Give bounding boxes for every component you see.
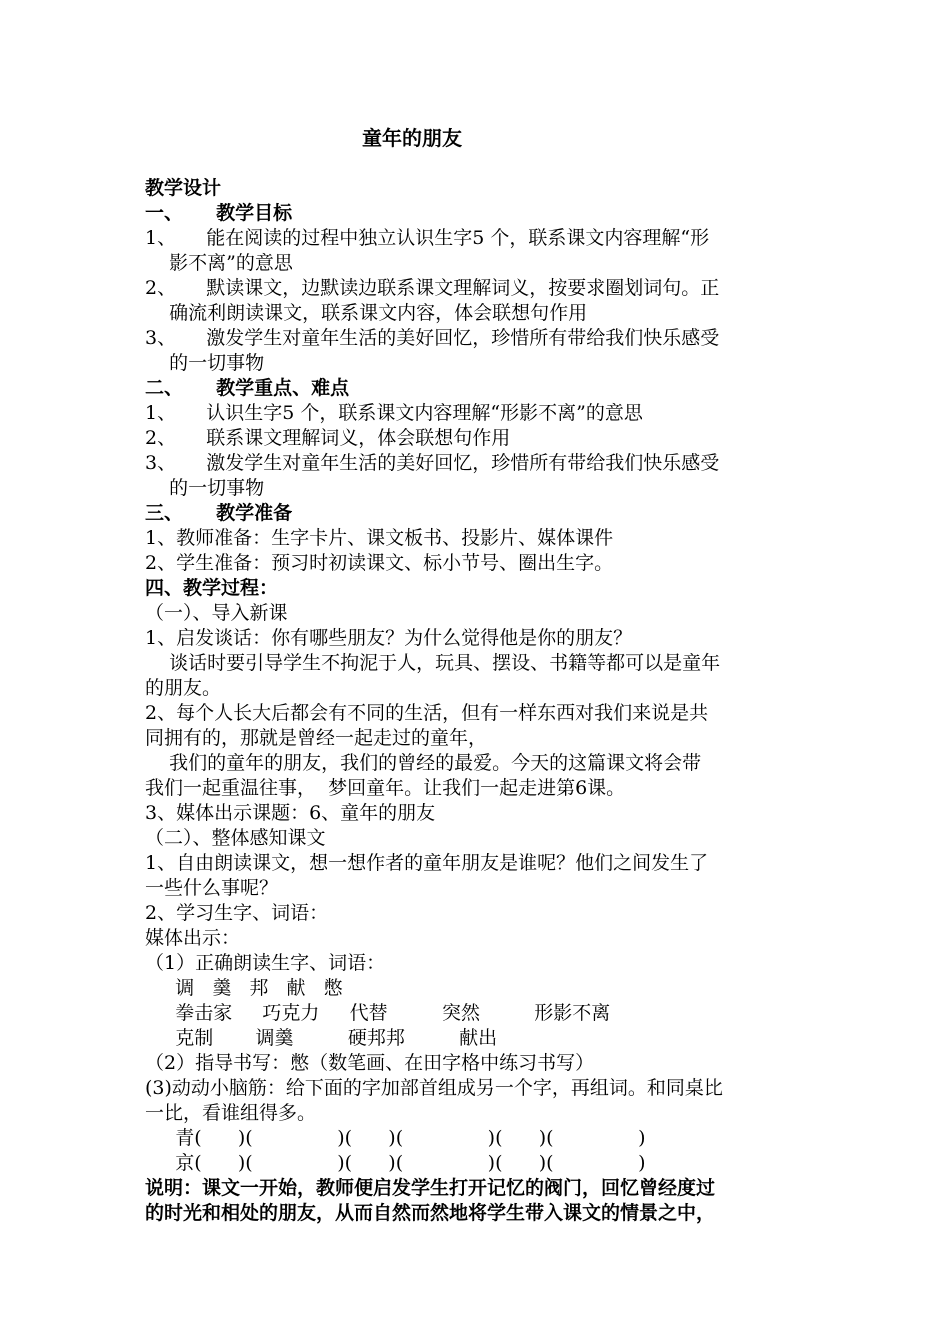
subsection-heading: （二）、整体感知课文 bbox=[145, 827, 326, 849]
text-line: 1、自由朗读课文，想一想作者的童年朋友是谁呢？他们之间发生了 bbox=[145, 852, 709, 874]
note-line: 的时光和相处的朋友，从而自然而然地将学生带入课文的情景之中， bbox=[145, 1202, 716, 1224]
subsection-heading: （一）、导入新课 bbox=[145, 602, 288, 624]
text-line: 2、 联系课文理解词义，体会联想句作用 bbox=[145, 427, 511, 449]
text-line: 2、学习生字、词语： bbox=[145, 902, 329, 924]
text-line: （2）指导书写：憋（数笔画、在田字格中练习书写） bbox=[145, 1052, 595, 1074]
section-3-heading: 三、 教学准备 bbox=[145, 502, 293, 524]
text-line: 谈话时要引导学生不拘泥于人，玩具、摆设、书籍等都可以是童年 bbox=[145, 652, 721, 674]
text-line: 的朋友。 bbox=[145, 677, 222, 699]
doc-title: 童年的朋友 bbox=[362, 126, 462, 150]
note-line: 说明：课文一开始，教师便启发学生打开记忆的阀门，回忆曾经度过 bbox=[145, 1177, 716, 1199]
text-line: (3)动动小脑筋：给下面的字加部首组成另一个字，再组词。和同桌比 bbox=[145, 1077, 723, 1099]
section-4-heading: 四、教学过程： bbox=[145, 577, 279, 599]
text-line: 1、教师准备：生字卡片、课文板书、投影片、媒体课件 bbox=[145, 527, 614, 549]
text-line: 1、 认识生字5 个，联系课文内容理解“形影不离”的意思 bbox=[145, 402, 643, 424]
text-line: 3、 激发学生对童年生活的美好回忆，珍惜所有带给我们快乐感受 bbox=[145, 452, 720, 474]
vocab-line: 拳击家 巧克力 代替 突然 形影不离 bbox=[145, 1002, 611, 1024]
text-line: 2、 默读课文，边默读边联系课文理解词义，按要求圈划词句。正 bbox=[145, 277, 720, 299]
text-line: 2、学生准备：预习时初读课文、标小节号、圈出生字。 bbox=[145, 552, 614, 574]
text-line: 一比，看谁组得多。 bbox=[145, 1102, 317, 1124]
text-line: 2、每个人长大后都会有不同的生活，但有一样东西对我们来说是共 bbox=[145, 702, 709, 724]
text-line: 3、媒体出示课题：6、童年的朋友 bbox=[145, 802, 436, 824]
section-2-heading: 二、 教学重点、难点 bbox=[145, 377, 350, 399]
text-line: 确流利朗读课文，联系课文内容，体会联想句作用 bbox=[145, 302, 588, 324]
vocab-line: 调 羹 邦 献 憋 bbox=[145, 977, 343, 999]
section-1-heading: 一、 教学目标 bbox=[145, 202, 293, 224]
vocab-line: 克制 调羹 硬邦邦 献出 bbox=[145, 1027, 498, 1049]
text-line: 的一切事物 bbox=[145, 352, 265, 374]
text-line: 影不离”的意思 bbox=[145, 252, 293, 274]
text-line: 媒体出示： bbox=[145, 927, 241, 949]
section-heading: 教学设计 bbox=[145, 177, 222, 199]
text-line: 的一切事物 bbox=[145, 477, 265, 499]
text-line: 1、 能在阅读的过程中独立认识生字5 个，联系课文内容理解“形 bbox=[145, 227, 710, 249]
exercise-line: 京( )( )( )( )( )( ) bbox=[145, 1152, 646, 1174]
text-line: 同拥有的，那就是曾经一起走过的童年， bbox=[145, 727, 488, 749]
exercise-line: 青( )( )( )( )( )( ) bbox=[145, 1127, 646, 1149]
text-line: 1、启发谈话：你有哪些朋友？为什么觉得他是你的朋友？ bbox=[145, 627, 633, 649]
text-line: 我们一起重温往事， 梦回童年。让我们一起走进第6课。 bbox=[145, 777, 626, 799]
text-line: 3、 激发学生对童年生活的美好回忆，珍惜所有带给我们快乐感受 bbox=[145, 327, 720, 349]
text-line: 我们的童年的朋友，我们的曾经的最爱。今天的这篇课文将会带 bbox=[145, 752, 702, 774]
text-line: 一些什么事呢？ bbox=[145, 877, 279, 899]
text-line: （1）正确朗读生字、词语： bbox=[145, 952, 386, 974]
